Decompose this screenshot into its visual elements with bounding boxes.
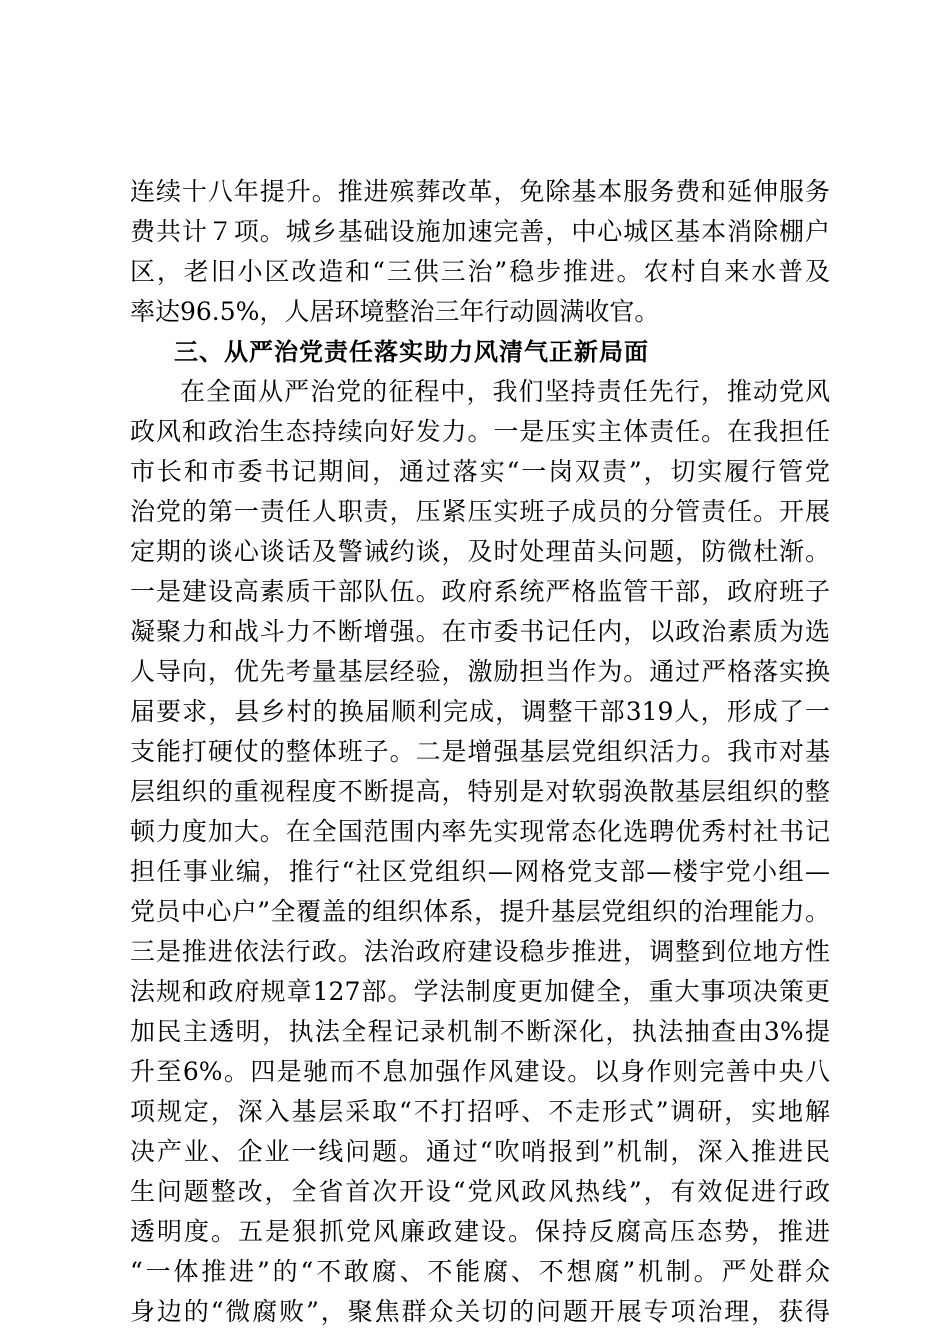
section-heading: 三、从严治党责任落实助力风清气正新局面 (174, 338, 649, 366)
paragraph-line: 三是推进依法行政。法治政府建设稳步推进，调整到位地方性 (130, 937, 830, 966)
paragraph-line: 治党的第一责任人职责，压紧压实班子成员的分管责任。开展 (130, 497, 830, 526)
paragraph-line: 政风和政治生态持续向好发力。一是压实主体责任。在我担任 (130, 417, 830, 446)
paragraph-line: 身边的“微腐败”，聚焦群众关切的问题开展专项治理，获得 (130, 1297, 830, 1326)
paragraph-line: 项规定，深入基层采取“不打招呼、不走形式”调研，实地解 (130, 1097, 830, 1126)
paragraph-line: 一是建设高素质干部队伍。政府系统严格监管干部，政府班子 (130, 577, 830, 606)
paragraph-line: 定期的谈心谈话及警诫约谈，及时处理苗头问题，防微杜渐。 (130, 537, 830, 566)
paragraph-line: 法规和政府规章127部。学法制度更加健全，重大事项决策更 (130, 977, 830, 1006)
paragraph-line: 层组织的重视程度不断提高，特别是对软弱涣散基层组织的整 (130, 777, 830, 806)
paragraph-line: “一体推进”的“不敢腐、不能腐、不想腐”机制。严处群众 (130, 1257, 830, 1286)
paragraph-line: 党员中心户”全覆盖的组织体系，提升基层党组织的治理能力。 (130, 897, 830, 926)
paragraph-line: 在全面从严治党的征程中，我们坚持责任先行，推动党风 (180, 377, 830, 406)
paragraph-line: 市长和市委书记期间，通过落实“一岗双责”，切实履行管党 (130, 457, 830, 486)
paragraph-line: 担任事业编，推行“社区党组织—网格党支部—楼宇党小组— (130, 857, 830, 886)
paragraph-line: 决产业、企业一线问题。通过“吹哨报到”机制，深入推进民 (130, 1137, 830, 1166)
paragraph-line: 连续十八年提升。推进殡葬改革，免除基本服务费和延伸服务 (130, 177, 830, 206)
paragraph-line: 升至6%。四是驰而不息加强作风建设。以身作则完善中央八 (130, 1057, 830, 1086)
paragraph-line: 区，老旧小区改造和“三供三治”稳步推进。农村自来水普及 (130, 257, 830, 286)
paragraph-line: 届要求，县乡村的换届顺利完成，调整干部319人，形成了一 (130, 697, 830, 726)
paragraph-line: 费共计７项。城乡基础设施加速完善，中心城区基本消除棚户 (130, 217, 830, 246)
paragraph-line: 支能打硬仗的整体班子。二是增强基层党组织活力。我市对基 (130, 737, 830, 766)
document-body (130, 172, 830, 1332)
paragraph-line: 生问题整改，全省首次开设“党风政风热线”，有效促进行政 (130, 1177, 830, 1206)
paragraph-line: 率达96.5%，人居环境整治三年行动圆满收官。 (130, 297, 660, 326)
paragraph-line: 加民主透明，执法全程记录机制不断深化，执法抽查由3%提 (130, 1017, 830, 1046)
paragraph-line: 透明度。五是狠抓党风廉政建设。保持反腐高压态势，推进 (130, 1217, 830, 1246)
paragraph-line: 人导向，优先考量基层经验，激励担当作为。通过严格落实换 (130, 657, 830, 686)
paragraph-line: 顿力度加大。在全国范围内率先实现常态化选聘优秀村社书记 (130, 817, 830, 846)
paragraph-line: 凝聚力和战斗力不断增强。在市委书记任内，以政治素质为选 (130, 617, 830, 646)
